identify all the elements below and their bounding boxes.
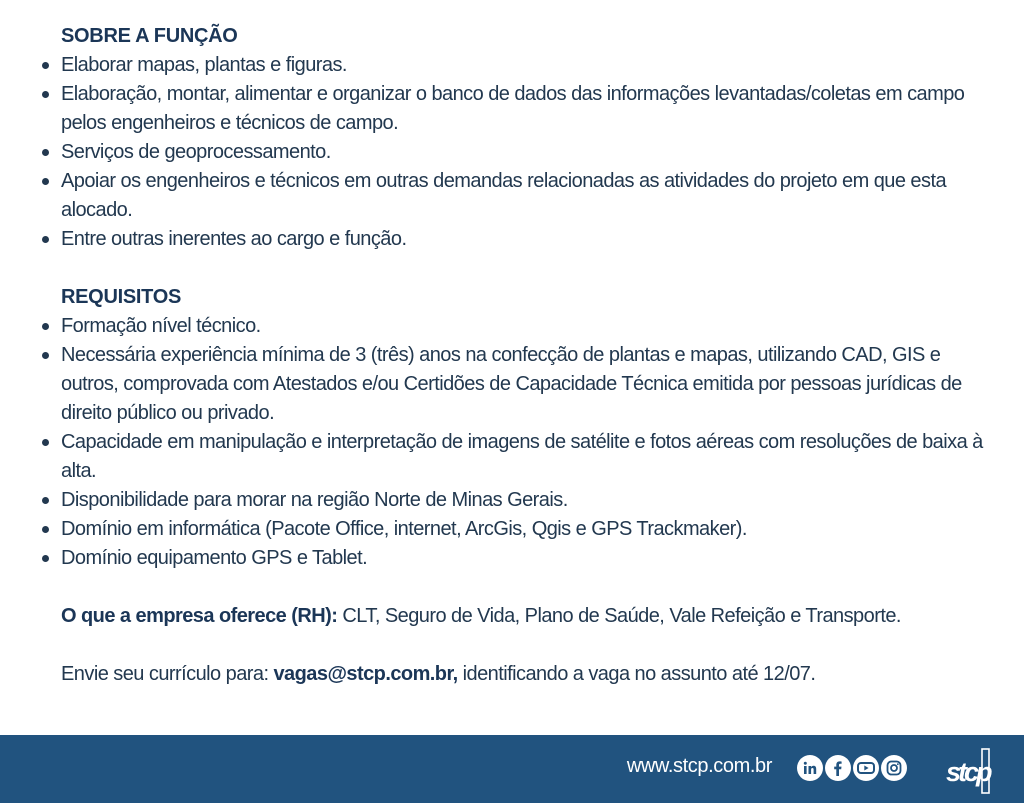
sobre-list (0, 51, 1024, 254)
youtube-icon[interactable] (853, 755, 879, 781)
apply-prefix: Envie seu currículo para: (61, 663, 274, 685)
benefits-label: O que a empresa oferece (RH): (61, 605, 338, 627)
bullet-dot (42, 439, 49, 446)
benefits-text: CLT, Seguro de Vida, Plano de Saúde, Vale Refeição e Transporte. (337, 605, 901, 627)
list-item-text: Domínio em informática (Pacote Office, internet, ArcGis, Qgis e GPS Trackmaker). (61, 518, 747, 540)
list-item-text: Disponibilidade para morar na região Norte de Minas Gerais. (61, 489, 568, 511)
bullet-dot (42, 149, 49, 156)
benefits-line (61, 602, 1024, 631)
job-posting (0, 22, 1024, 689)
facebook-icon[interactable] (825, 755, 851, 781)
list-item-text: Formação nível técnico. (61, 315, 261, 337)
requisitos-list (0, 312, 1024, 573)
list-item-text: Capacidade em manipulação e interpretação de imagens de satélite e fotos aéreas com resoluções de baixa à alta. (61, 431, 983, 482)
apply-email-link[interactable]: vagas@stcp.com.br, (273, 663, 458, 685)
bullet-dot (42, 62, 49, 69)
list-item (0, 312, 1024, 341)
list-item-text: Entre outras inerentes ao cargo e função. (61, 228, 407, 250)
svg-text:stcp: stcp (946, 757, 990, 787)
list-item (0, 515, 1024, 544)
list-item (0, 428, 1024, 486)
bullet-dot (42, 555, 49, 562)
list-item (0, 544, 1024, 573)
requisitos-title: REQUISITOS (61, 286, 181, 308)
sobre-title: SOBRE A FUNÇÃO (61, 25, 238, 47)
list-item-text: Elaborar mapas, plantas e figuras. (61, 54, 347, 76)
list-item (0, 486, 1024, 515)
list-item-text: Apoiar os engenheiros e técnicos em outras demandas relacionadas as atividades do projeto em que esta alocado. (61, 170, 947, 221)
list-item (0, 138, 1024, 167)
list-item-text: Necessária experiência mínima de 3 (três) anos na confecção de plantas e mapas, utilizando CAD, GIS e outros, comprovada com Atestados e/ou Certidões de Capacidade Técnica emitida por pessoas jurídicas de direito público ou privado. (61, 344, 962, 424)
list-item (0, 225, 1024, 254)
list-item (0, 341, 1024, 428)
list-item-text: Elaboração, montar, alimentar e organizar o banco de dados das informações levantadas/coletas em campo pelos engenheiros e técnicos de campo. (61, 83, 965, 134)
website-link[interactable]: www.stcp.com.br (626, 755, 772, 777)
bullet-dot (42, 91, 49, 98)
bullet-dot (42, 178, 49, 185)
instagram-icon[interactable] (881, 755, 907, 781)
linkedin-icon[interactable] (797, 755, 823, 781)
bullet-dot (42, 236, 49, 243)
apply-line (61, 660, 1024, 689)
bullet-dot (42, 497, 49, 504)
list-item-text: Domínio equipamento GPS e Tablet. (61, 547, 368, 569)
social-icons (797, 755, 907, 781)
apply-suffix: identificando a vaga no assunto até 12/07. (457, 663, 816, 685)
list-item (0, 80, 1024, 138)
footer-bar (0, 735, 1024, 803)
bullet-dot (42, 352, 49, 359)
bullet-dot (42, 323, 49, 330)
list-item-text: Serviços de geoprocessamento. (61, 141, 331, 163)
list-item (0, 167, 1024, 225)
stcp-logo (945, 745, 995, 797)
bullet-dot (42, 526, 49, 533)
list-item (0, 51, 1024, 80)
